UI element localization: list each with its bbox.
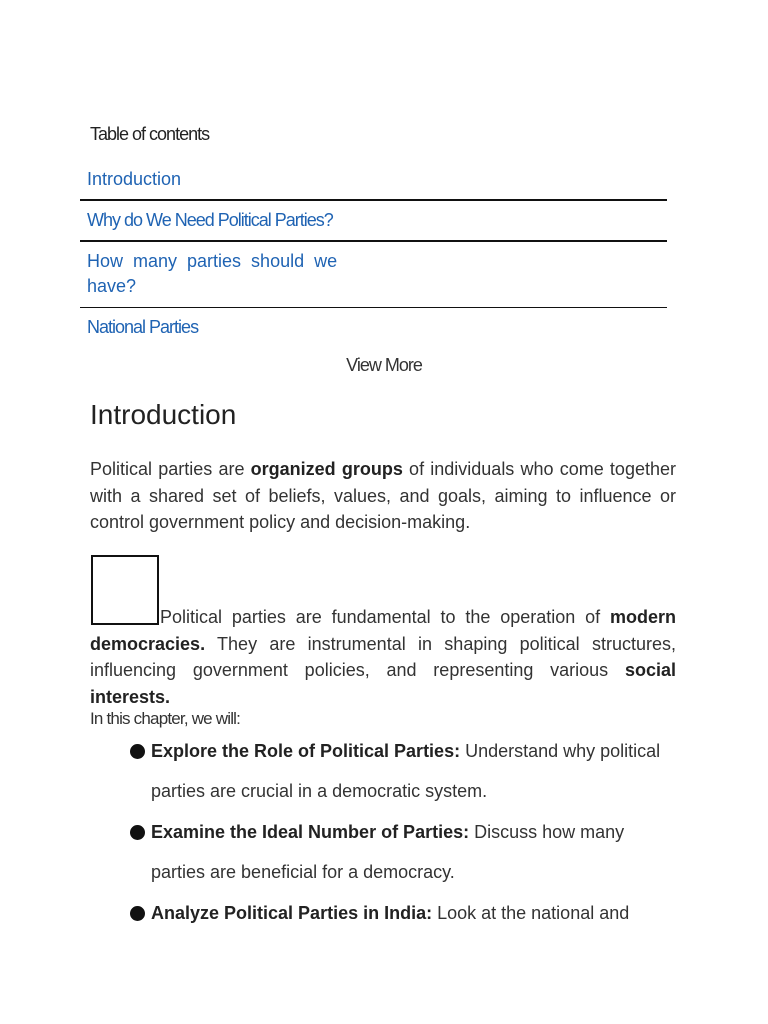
fund-bold-2: social interests. [90, 660, 676, 707]
toc-row-how-many [80, 242, 667, 308]
fundamentals-paragraph [90, 604, 676, 710]
intro-text-1: Political parties are [90, 459, 251, 479]
toc-link-why-parties[interactable]: Why do We Need Political Parties? [80, 201, 667, 242]
toc-heading: Table of contents [90, 124, 210, 144]
chapter-intro: In this chapter, we will: [90, 709, 241, 728]
bullet-text: Look at the national and [432, 903, 630, 923]
bullet-bold: Examine the Ideal Number of Parties: [151, 822, 470, 842]
bullet-text: Discuss how many parties are beneficial for a democracy. [151, 822, 625, 882]
list-item [130, 893, 670, 933]
intro-bold-1: organized groups [250, 459, 403, 479]
bullet-dot-icon [130, 825, 145, 840]
bullet-list [130, 731, 670, 934]
bullet-bold: Explore the Role of Political Parties: [151, 741, 461, 761]
bullet-text: Understand why political parties are crucial in a democratic system. [151, 741, 661, 801]
bullet-dot-icon [130, 744, 145, 759]
list-item [130, 731, 670, 811]
section-title: Introduction [90, 399, 237, 430]
fund-bold-1: modern democracies. [90, 607, 676, 654]
view-more-button[interactable]: View More [346, 355, 422, 375]
intro-text-2: of individuals who come together with a shared set of beliefs, values, and goals, aiming to influence or control government policy and decision-making. [90, 459, 676, 532]
intro-paragraph [90, 456, 676, 536]
table-of-contents [80, 160, 667, 347]
fund-text-2: They are instrumental in shaping political structures, influencing government policies, and representing various [90, 633, 676, 680]
bullet-bold: Analyze Political Parties in India: [151, 903, 433, 923]
toc-link-national-parties[interactable]: National Parties [87, 317, 199, 337]
toc-link-introduction[interactable]: Introduction [80, 160, 667, 201]
toc-link-how-many-parties[interactable]: How many parties should we have? [87, 251, 338, 296]
bullet-dot-icon [130, 906, 145, 921]
fund-text-1: Political parties are fundamental to the operation of [160, 607, 610, 627]
list-item [130, 812, 670, 892]
